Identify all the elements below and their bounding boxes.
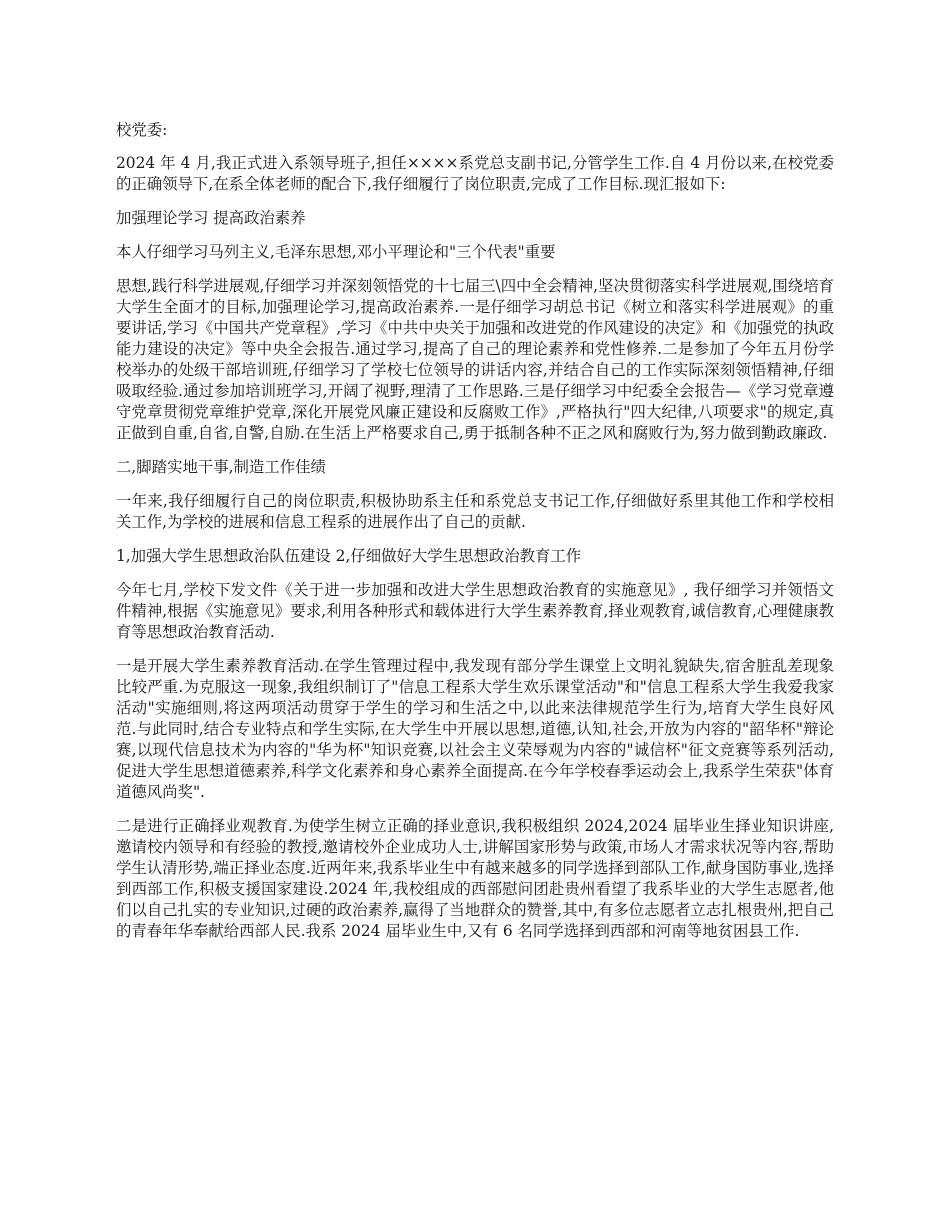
- salutation: 校党委:: [116, 121, 168, 139]
- paragraph-quality-education: 一是开展大学生素养教育活动.在学生管理过程中,我发现有部分学生课堂上文明礼貌缺失,宿舍脏乱差现象比较严重.为克服这一现象,我组织制订了"信息工程系大学生欢乐课堂活动"和"信息工程系大学生我爱我家活动"实施细则,将这两项活动贯穿于学生的学习和生活之中,以此来法律规范学生行为,培育大学生良好风范.与此同时,结合专业特点和学生实际,在大学生中开展以思想,道德,认知,社会,开放为内容的"韶华杯"辩论赛,以现代信息技术为内容的"华为杯"知识竞赛,以社会主义荣辱观为内容的"诚信杯"征文竞赛等系列活动,促进大学生思想道德素养,科学文化素养和身心素养全面提高.在今年学校春季运动会上,我系学生荣获"体育道德风尚奖".: [116, 657, 834, 801]
- section-heading-work: 二,脚踏实地干事,制造工作佳绩: [116, 458, 326, 476]
- document-body: [116, 120, 834, 955]
- paragraph-theory-body: 思想,践行科学进展观,仔细学习并深刻领悟党的十七届三\四中全会精神,坚决贯彻落实科学进展观,围绕培育大学生全面才的目标,加强理论学习,提高政治素养.一是仔细学习胡总书记《树立和落实科学进展观》的重要讲话,学习《中国共产党章程》,学习《中共中央关于加强和改进党的作风建设的决定》和《加强党的执政能力建设的决定》等中央全会报告.通过学习,提高了自己的理论素养和党性修养.二是参加了今年五月份学校举办的处级干部培训班,仔细学习了学校七位领导的讲话内容,并结合自己的工作实际深刻领悟精神,仔细吸取经验.通过参加培训班学习,开阔了视野,理清了工作思路.三是仔细学习中纪委全会报告—《学习党章遵守党章贯彻党章维护党章,深化开展党风廉正建设和反腐败工作》,严格执行"四大纪律,八项要求"的规定,真正做到自重,自省,自警,自励.在生活上严格要求自己,勇于抵制各种不正之风和腐败行为,努力做到勤政廉政.: [116, 277, 834, 442]
- paragraph-intro: 2024 年 4 月,我正式进入系领导班子,担任××××系党总支副书记,分管学生工作.自 4 月份以来,在校党委的正确领导下,在系全体老师的配合下,我仔细履行了岗位职责,完成了工作目标.现汇报如下:: [116, 154, 834, 193]
- paragraph-theory-lead: 本人仔细学习马列主义,毛泽东思想,邓小平理论和"三个代表"重要: [116, 243, 556, 261]
- paragraph-work-summary: 一年来,我仔细履行自己的岗位职责,积极协助系主任和系党总支书记工作,仔细做好系里其他工作和学校相关工作,为学校的进展和信息工程系的进展作出了自己的贡献.: [116, 492, 834, 531]
- section-heading-theory: 加强理论学习 提高政治素养: [116, 209, 306, 227]
- paragraph-education-plan: 今年七月,学校下发文件《关于进一步加强和改进大学生思想政治教育的实施意见》, 我仔细学习并领悟文件精神,根据《实施意见》要求,利用各种形式和载体进行大学生素养教育,择业观教育,诚信教育,心理健康教育等思想政治教育活动.: [116, 581, 834, 641]
- subsection-heading: 1,加强大学生思想政治队伍建设 2,仔细做好大学生思想政治教育工作: [116, 547, 582, 565]
- paragraph-career-education: 二是进行正确择业观教育.为使学生树立正确的择业意识,我积极组织 2024,2024 届毕业生择业知识讲座,邀请校内领导和有经验的教授,邀请校外企业成功人士,讲解国家形势与政策,市场人才需求状况等内容,帮助学生认清形势,端正择业态度.近两年来,我系毕业生中有越来越多的同学选择到部队工作,献身国防事业,选择到西部工作,积极支援国家建设.2024 年,我校组成的西部慰问团赴贵州看望了我系毕业的大学生志愿者,他们以自己扎实的专业知识,过硬的政治素养,赢得了当地群众的赞誉,其中,有多位志愿者立志扎根贵州,把自己的青春年华奉献给西部人民.我系 2024 届毕业生中,又有 6 名同学选择到西部和河南等地贫困县工作.: [116, 817, 834, 940]
